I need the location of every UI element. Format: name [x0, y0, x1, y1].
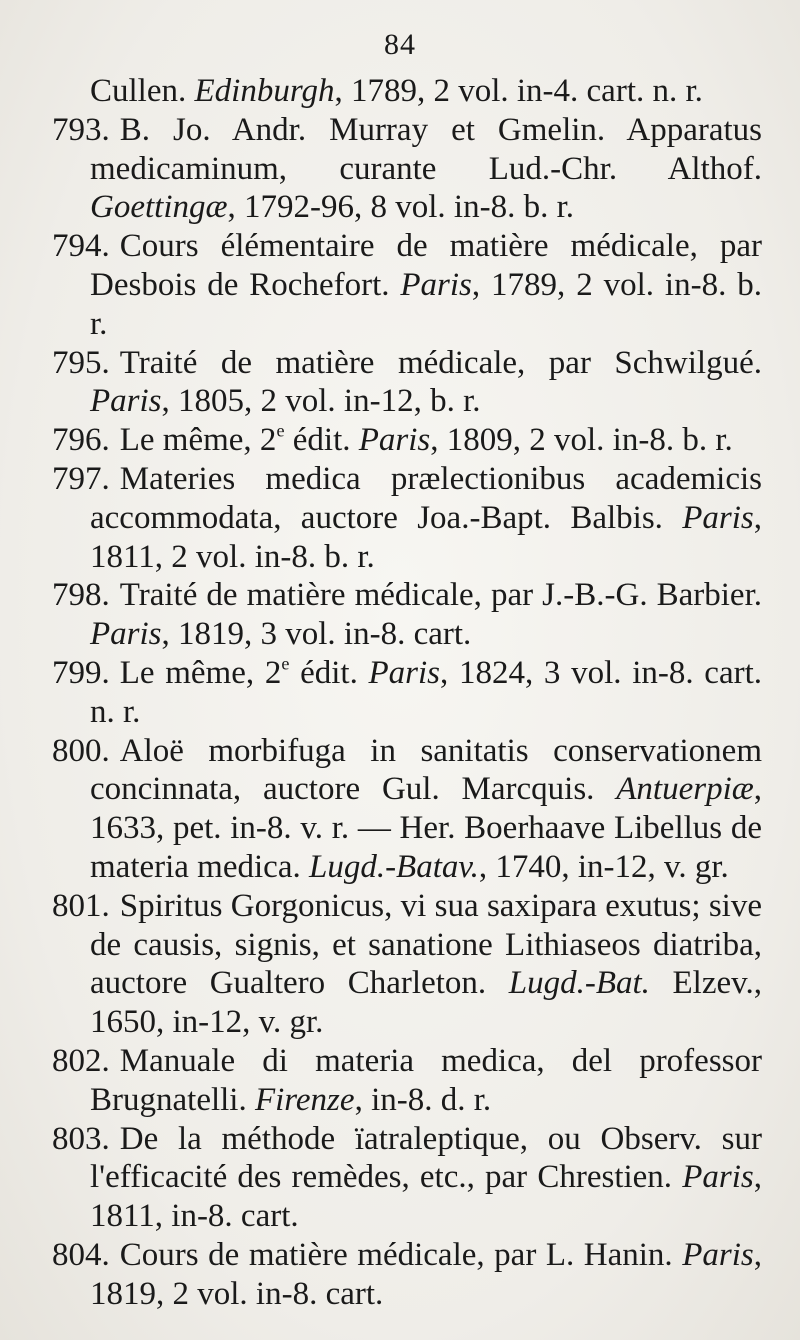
entry-place-italic: Paris — [90, 616, 162, 653]
entry-place-italic: Paris — [358, 422, 431, 459]
entry-number: 795. — [52, 344, 110, 381]
entry-number: 802. — [52, 1042, 110, 1079]
entry-place-italic: Paris — [682, 1159, 754, 1196]
entry-text: , in-8. d. r. — [354, 1081, 492, 1118]
entry-text: De la méthode ïatraleptique, ou Observ. sur l'efficacité des remèdes, etc., par Chrestien. — [90, 1120, 762, 1196]
catalog-entry-798 — [52, 576, 762, 654]
catalog-entry-799 — [52, 654, 762, 732]
catalog-entry-804 — [52, 1236, 762, 1314]
entry-text: Cullen. — [90, 73, 195, 109]
entry-text: , 1819, 3 vol. in-8. cart. — [161, 616, 472, 653]
entry-text: , 1811, in-8. cart. — [90, 1159, 762, 1235]
entry-text: Cours de matière médicale, par L. Hanin. — [119, 1236, 683, 1273]
entry-text: édit. — [284, 422, 359, 459]
catalog-entry-794 — [52, 227, 762, 343]
catalog-entry-795 — [52, 344, 762, 422]
entry-text: Cours élémentaire de matière médicale, par Desbois de Rochefort. — [90, 228, 762, 303]
entry-place-italic: Paris — [682, 499, 754, 536]
page-number: 84 — [384, 28, 416, 61]
entry-text: édit. — [289, 654, 369, 691]
entry-number: 797. — [52, 460, 110, 497]
catalog-entry-803 — [52, 1120, 762, 1236]
catalog-entry-802 — [52, 1042, 762, 1120]
entry-number: 803. — [52, 1120, 110, 1157]
entry-text: Aloë morbifuga in sanitatis conservationem concinnata, auctore Gul. Marcquis. — [90, 732, 762, 808]
entry-number: 800. — [52, 732, 110, 769]
entry-number: 796. — [52, 422, 110, 459]
catalog-entry-continued — [52, 72, 762, 111]
entry-number: 794. — [52, 228, 110, 265]
entry-place-italic: Paris — [90, 383, 162, 420]
entry-number: 804. — [52, 1236, 110, 1273]
entry-text: Le même, 2 — [119, 422, 277, 459]
entry-superscript: e — [276, 420, 285, 441]
entry-text: , 1633, pet. in-8. v. r. — Her. Boerhaave Libellus de materia medica. — [90, 771, 762, 885]
entry-place-italic: Lugd.-Batav. — [308, 848, 479, 885]
entry-text: Manuale di materia medica, del professor Brugnatelli. — [90, 1042, 762, 1118]
entry-text: , 1811, 2 vol. in-8. b. r. — [90, 499, 762, 575]
entry-number: 801. — [52, 887, 110, 924]
entry-place-italic: Paris — [400, 266, 472, 303]
entry-place-italic: Paris — [682, 1236, 754, 1273]
entry-text: Traité de matière médicale, par Schwilgué. — [119, 344, 762, 381]
catalog-entry-793 — [52, 111, 762, 227]
entry-text: , 1792-96, 8 vol. in-8. b. r. — [227, 189, 574, 226]
entry-place-italic: Edinburgh — [194, 73, 335, 109]
entry-superscript: e — [281, 653, 290, 674]
catalog-entry-796 — [52, 421, 762, 460]
entry-text: Materies medica prælectionibus academicis accommodata, auctore Joa.-Bapt. Balbis. — [90, 460, 762, 536]
catalog-entries — [52, 72, 762, 1314]
entry-text: , 1789, 2 vol. in-8. b. r. — [90, 266, 762, 342]
entry-number: 793. — [52, 111, 110, 148]
entry-text: , 1740, in-12, v. gr. — [478, 848, 729, 885]
entry-text: Le même, 2 — [119, 654, 282, 691]
entry-text: , 1809, 2 vol. in-8. b. r. — [430, 422, 733, 459]
entry-text: , 1789, 2 vol. in-4. cart. n. r. — [334, 73, 703, 109]
entry-number: 798. — [52, 577, 110, 614]
catalog-entry-801 — [52, 887, 762, 1042]
entry-text: Spiritus Gorgonicus, vi sua saxipara exutus; sive de causis, signis, et sanatione Lithiaseos diatriba, auctore Gualtero Charleton. — [90, 887, 762, 1002]
entry-text: , 1805, 2 vol. in-12, b. r. — [161, 383, 481, 420]
entry-place-italic: Lugd.-Bat. — [508, 965, 650, 1002]
catalog-entry-797 — [52, 460, 762, 576]
entry-place-italic: Antuerpiæ — [616, 771, 754, 808]
entry-number: 799. — [52, 654, 110, 691]
entry-place-italic: Firenze — [254, 1081, 355, 1118]
entry-text: Elzev., 1650, in-12, v. gr. — [90, 965, 763, 1041]
entry-text: , 1824, 3 vol. in-8. cart. n. r. — [90, 654, 763, 730]
entry-text: B. Jo. Andr. Murray et Gmelin. Apparatus medicaminum, curante Lud.-Chr. Althof. — [90, 111, 762, 187]
entry-place-italic: Paris — [368, 654, 441, 691]
entry-place-italic: Goettingæ — [90, 189, 228, 226]
catalog-entry-800 — [52, 732, 762, 887]
entry-text: Traité de matière médicale, par J.-B.-G. Barbier. — [119, 577, 762, 614]
entry-text: , 1819, 2 vol. in-8. cart. — [90, 1236, 762, 1312]
